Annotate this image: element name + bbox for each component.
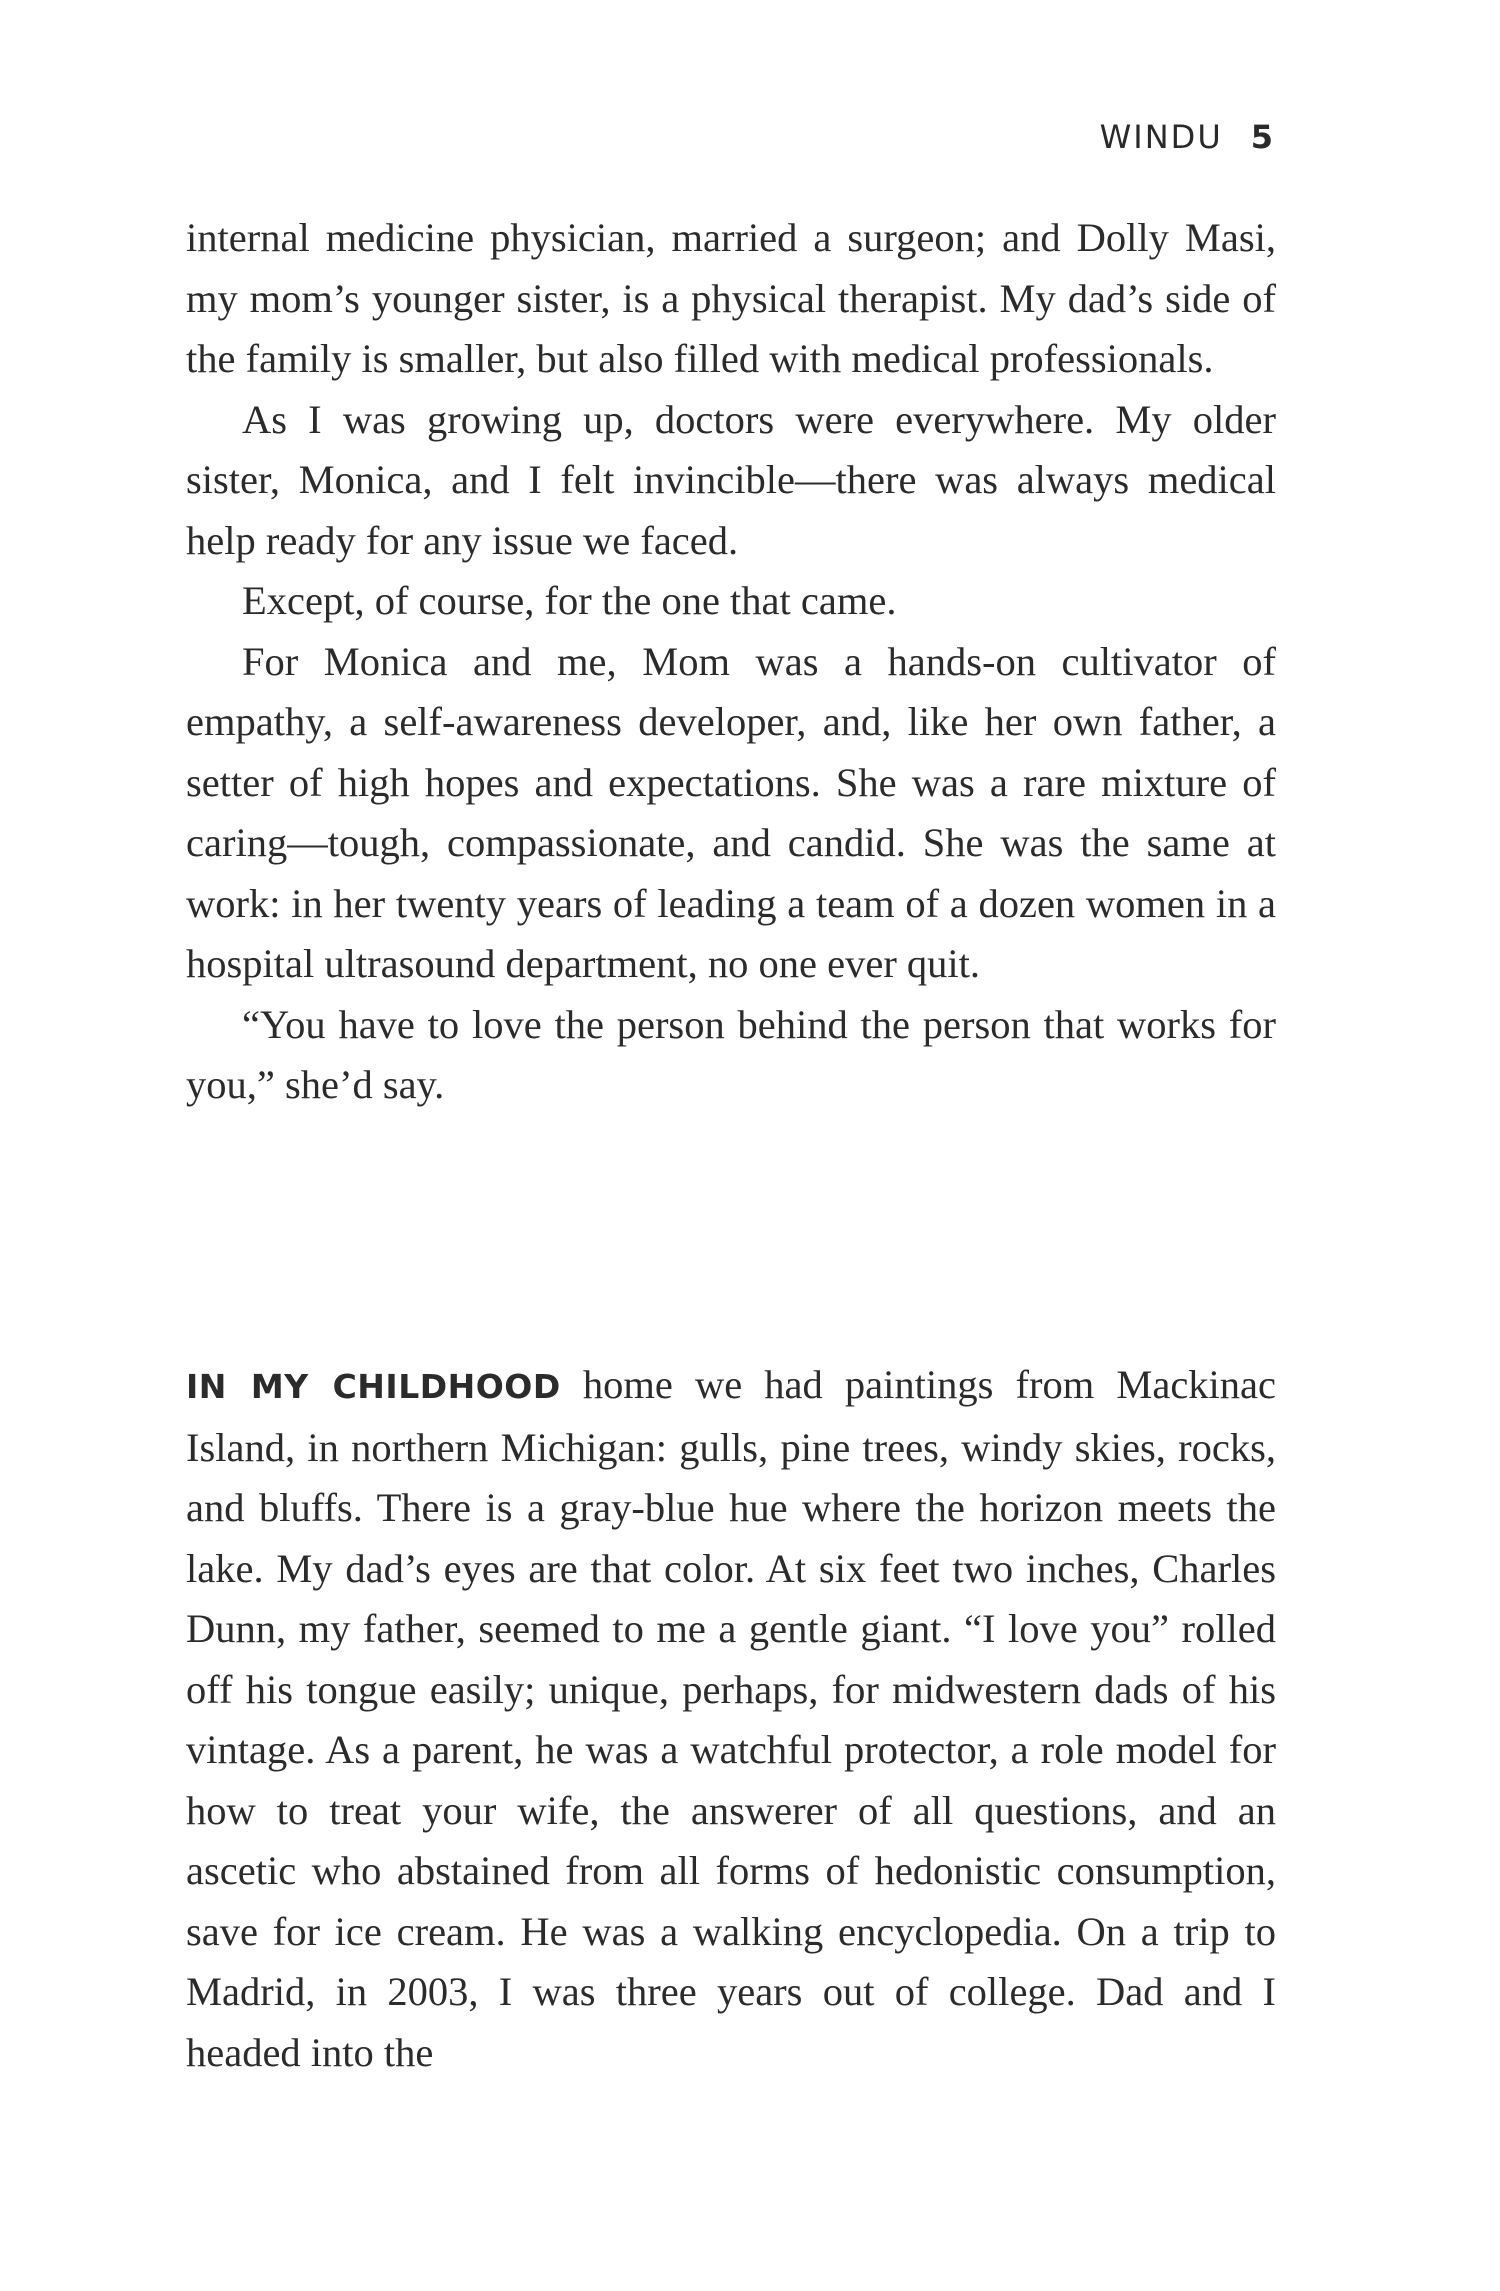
- section-one: [186, 208, 1276, 1116]
- running-head-title: WINDU: [1099, 118, 1223, 156]
- section-two: [186, 1355, 1276, 2083]
- running-head: [1100, 118, 1275, 156]
- section-body: home we had paintings from Mackinac Island, in northern Michigan: gulls, pine trees, windy skies, rocks, and bluffs. There is a gray-blue hue where the horizon meets the lake. My dad’s eyes are that color. At six feet two inches, Charles Dunn, my father, seemed to me a gentle giant. “I love you” rolled off his tongue easily; unique, perhaps, for midwestern dads of his vintage. As a parent, he was a watchful protector, a role model for how to treat your wife, the answerer of all questions, and an ascetic who abstained from all forms of hedonistic consumption, save for ice cream. He was a walking encyclopedia. On a trip to Madrid, in 2003, I was three years out of college. Dad and I headed into the: [186, 1362, 1276, 2075]
- paragraph: Except, of course, for the one that came.: [242, 578, 897, 623]
- paragraph: For Monica and me, Mom was a hands-on cultivator of empathy, a self-awareness developer, and, like her own father, a setter of high hopes and expectations. She was a rare mixture of caring—tough, compassionate, and candid. She was the same at work: in her twenty years of leading a team of a dozen women in a hospital ultrasound department, no one ever quit.: [186, 638, 1276, 986]
- paragraph: As I was growing up, doctors were everywhere. My older sister, Monica, and I felt invincible—there was always medical help ready for any issue we faced.: [186, 396, 1276, 563]
- section-lead-in: IN MY CHILDHOOD: [186, 1367, 561, 1406]
- page-number: 5: [1250, 118, 1275, 156]
- paragraph: internal medicine physician, married a surgeon; and Dolly Masi, my mom’s younger sister, is a physical therapist. My dad’s side of the family is smaller, but also filled with medical professionals.: [186, 215, 1276, 381]
- paragraph: [186, 1355, 1276, 2083]
- paragraph: “You have to love the person behind the person that works for you,” she’d say.: [186, 1001, 1276, 1107]
